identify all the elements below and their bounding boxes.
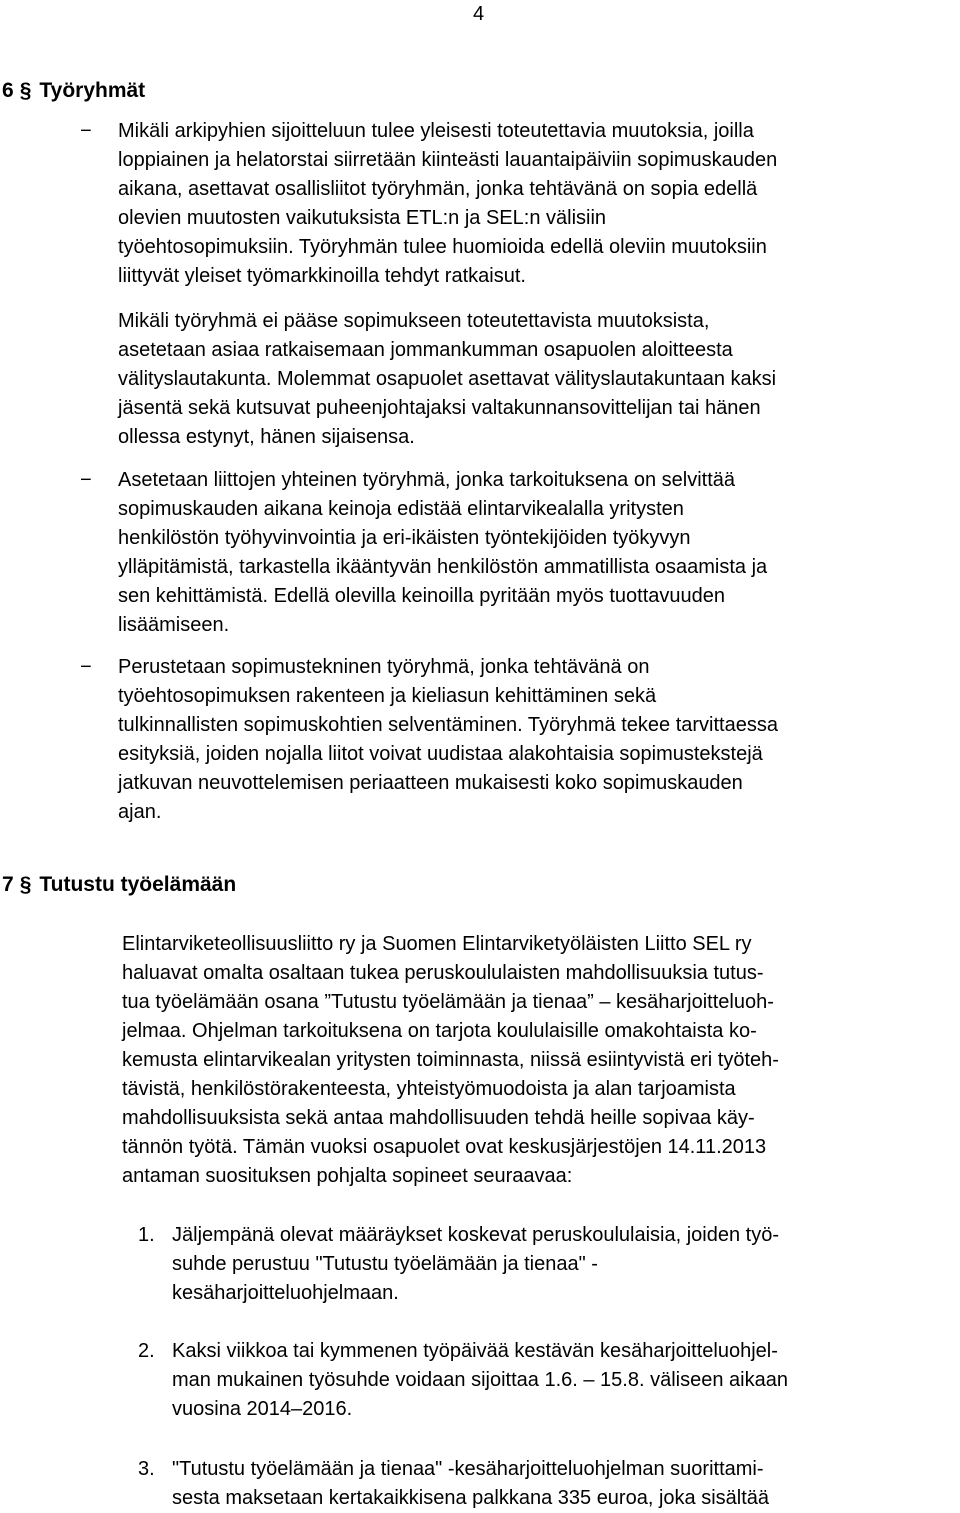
section-7-number: 7	[2, 873, 14, 896]
text-line: "Tutustu työelämään ja tienaa" -kesäharjoitteluohjelman suorittami-	[172, 1458, 764, 1480]
section-7-intro	[122, 930, 960, 1191]
bullet-dash-3: −	[80, 656, 92, 678]
text-line: aikana, asettavat osallisliitot työryhmän, jonka tehtävänä on sopia edellä	[118, 178, 758, 200]
section-7-sign: §	[19, 873, 32, 896]
section-6-item-1	[118, 117, 960, 291]
text-line: mahdollisuuksista sekä antaa mahdollisuuden tehdä heille sopivaa käy-	[122, 1107, 755, 1129]
text-line: työehtosopimuksiin. Työryhmän tulee huomioida edellä oleviin muutoksiin	[118, 236, 767, 258]
item-number: 3.	[138, 1458, 155, 1480]
text-line: Elintarviketeollisuusliitto ry ja Suomen Elintarviketyöläisten Liitto SEL ry	[122, 933, 752, 955]
section-6-item-1-paragraph-2	[118, 307, 960, 452]
page-number: 4	[473, 3, 485, 25]
text-line: olevien muutosten vaikutuksista ETL:n ja SEL:n välisiin	[118, 207, 607, 229]
text-line: sopimuskauden aikana keinoja edistää elintarvikealalla yritysten	[118, 498, 684, 520]
text-line: henkilöstön työhyvinvointia ja eri-ikäisten työntekijöiden työkyvyn	[118, 527, 691, 549]
text-line: haluavat omalta osaltaan tukea peruskoululaisten mahdollisuuksia tutus-	[122, 962, 764, 984]
item-number: 1.	[138, 1224, 155, 1246]
text-line: tävistä, henkilöstörakenteesta, yhteistyömuodoista ja alan tarjoamista	[122, 1078, 736, 1100]
text-line: jelmaa. Ohjelman tarkoituksena on tarjota koululaisille omakohtaista ko-	[122, 1020, 757, 1042]
text-line: jatkuvan neuvottelemisen periaatteen mukaisesti koko sopimuskauden	[118, 772, 743, 794]
text-line: tua työelämään osana ”Tutustu työelämään ja tienaa” – kesäharjoitteluoh-	[122, 991, 774, 1013]
text-line: ajan.	[118, 801, 162, 823]
text-line: kesäharjoitteluohjelmaan.	[172, 1282, 399, 1304]
text-line: Kaksi viikkoa tai kymmenen työpäivää kestävän kesäharjoitteluohjel-	[172, 1340, 778, 1362]
section-6-title: Työryhmät	[39, 79, 146, 102]
section-6-item-3	[118, 653, 960, 827]
text-line: jäsentä sekä kutsuvat puheenjohtajaksi valtakunnansovittelijan tai hänen	[118, 397, 761, 419]
text-line: Mikäli arkipyhien sijoitteluun tulee yleisesti toteutettavia muutoksia, joilla	[118, 120, 754, 142]
section-7-title: Tutustu työelämään	[39, 873, 237, 896]
text-line: esityksiä, joiden nojalla liitot voivat uudistaa alakohtaisia sopimustekstejä	[118, 743, 763, 765]
text-line: vuosina 2014–2016.	[172, 1398, 353, 1420]
text-line: Asetetaan liittojen yhteinen työryhmä, jonka tarkoituksena on selvittää	[118, 469, 736, 491]
text-line: ollessa estynyt, hänen sijaisensa.	[118, 426, 415, 448]
text-line: ylläpitämistä, tarkastella ikääntyvän henkilöstön ammatillista osaamista ja	[118, 556, 768, 578]
section-6-number: 6	[2, 79, 14, 102]
text-line: asetetaan asiaa ratkaisemaan jommankumman osapuolen aloitteesta	[118, 339, 733, 361]
text-line: sesta maksetaan kertakaikkisena palkkana 335 euroa, joka sisältää	[172, 1487, 770, 1509]
text-line: kemusta elintarvikealan yritysten toiminnasta, niissä esiintyvistä eri työteh-	[122, 1049, 779, 1071]
text-line: tännön työtä. Tämän vuoksi osapuolet ovat keskusjärjestöjen 14.11.2013	[122, 1136, 767, 1158]
text-line: lisäämiseen.	[118, 614, 230, 636]
text-line: suhde perustuu "Tutustu työelämään ja tienaa" -	[172, 1253, 598, 1275]
text-line: Mikäli työryhmä ei pääse sopimukseen toteutettavista muutoksista,	[118, 310, 710, 332]
text-line: antaman suosituksen pohjalta sopineet seuraavaa:	[122, 1165, 573, 1187]
item-number: 2.	[138, 1340, 155, 1362]
text-line: liittyvät yleiset työmarkkinoilla tehdyt ratkaisut.	[118, 265, 526, 287]
bullet-dash-1: −	[80, 120, 92, 142]
text-line: man mukainen työsuhde voidaan sijoittaa 1.6. – 15.8. väliseen aikaan	[172, 1369, 788, 1391]
text-line: sen kehittämistä. Edellä olevilla keinoilla pyritään myös tuottavuuden	[118, 585, 726, 607]
section-6-item-2	[118, 466, 960, 640]
text-line: välityslautakunta. Molemmat osapuolet asettavat välityslautakuntaan kaksi	[118, 368, 777, 390]
text-line: työehtosopimuksen rakenteen ja kieliasun kehittäminen sekä	[118, 685, 657, 707]
section-7-heading	[2, 872, 236, 898]
section-6-heading	[2, 78, 145, 104]
text-line: loppiainen ja helatorstai siirretään kiinteästi lauantaipäiviin sopimuskauden	[118, 149, 778, 171]
section-6-sign: §	[19, 79, 32, 102]
text-line: tulkinnallisten sopimuskohtien selventäminen. Työryhmä tekee tarvittaessa	[118, 714, 778, 736]
text-line: Perustetaan sopimustekninen työryhmä, jonka tehtävänä on	[118, 656, 650, 678]
bullet-dash-2: −	[80, 469, 92, 491]
text-line: Jäljempänä olevat määräykset koskevat peruskoululaisia, joiden työ-	[172, 1224, 779, 1246]
